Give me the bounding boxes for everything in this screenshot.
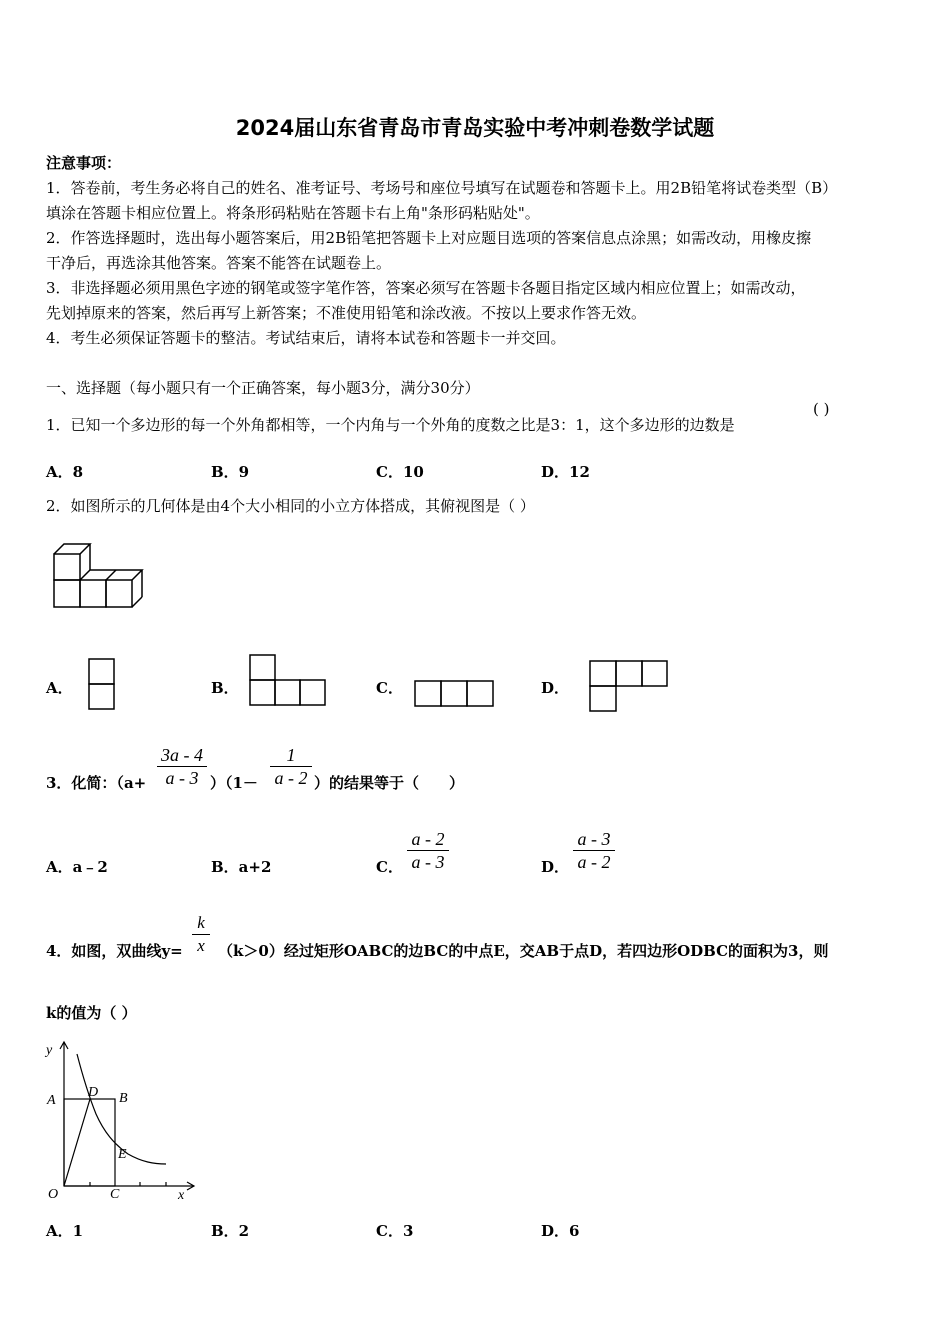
option-a-figure xyxy=(88,658,116,712)
option-b: B．a+2 xyxy=(211,858,272,876)
option-a-label: A． xyxy=(46,679,73,697)
option-d: D． xyxy=(541,858,570,876)
question-1-text: 1．已知一个多边形的每一个外角都相等，一个内角与一个外角的度数之比是3：1，这个多边形的边数是 xyxy=(46,416,735,434)
point-label-d: D xyxy=(88,1085,99,1100)
point-label-o: O xyxy=(48,1187,59,1202)
notice-line: 干净后，再选涂其他答案。答案不能答在试题卷上。 xyxy=(46,254,392,272)
option-d: D．6 xyxy=(541,1222,580,1240)
option-c: C．3 xyxy=(376,1222,414,1240)
option-b-label: B． xyxy=(211,679,239,697)
question-4-prefix: 4．如图，双曲线y= xyxy=(46,942,183,960)
option-d-label: D． xyxy=(541,679,570,697)
option-c-figure xyxy=(414,680,494,708)
point-label-c: C xyxy=(110,1187,120,1202)
option-a: A．8 xyxy=(46,463,84,481)
notice-line: 填涂在答题卡相应位置上。将条形码粘贴在答题卡右上角"条形码粘贴处"。 xyxy=(46,204,540,222)
notice-line: 先划掉原来的答案，然后再写上新答案；不准使用铅笔和涂改液。不按以上要求作答无效。 xyxy=(46,304,647,322)
option-c-fraction xyxy=(407,828,449,873)
question-4-line2: k的值为（ ） xyxy=(46,1004,137,1022)
option-d-figure xyxy=(589,660,669,714)
section-heading: 一、选择题（每小题只有一个正确答案，每小题3分，满分30分） xyxy=(46,379,480,397)
axis-label-y: y xyxy=(46,1043,53,1058)
option-c: C．10 xyxy=(376,463,424,481)
page-title: 2024届山东省青岛市青岛实验中考冲刺卷数学试题 xyxy=(235,116,715,140)
numerator: 3a - 4 xyxy=(161,745,203,765)
numerator: a - 2 xyxy=(411,829,445,849)
option-b-figure xyxy=(249,654,329,708)
notice-line: 1．答卷前，考生务必将自己的姓名、准考证号、考场号和座位号填写在试题卷和答题卡上。用2B铅笔将试卷类型（B） xyxy=(46,179,838,197)
numerator: a - 3 xyxy=(577,829,611,849)
denominator: a - 2 xyxy=(577,852,611,872)
notice-line: 4．考生必须保证答题卡的整洁。考试结束后，请将本试卷和答题卡一并交回。 xyxy=(46,329,566,347)
denominator: a - 3 xyxy=(411,852,445,872)
denominator: a - 3 xyxy=(165,768,199,788)
numerator: k xyxy=(197,913,205,932)
point-label-a: A xyxy=(47,1093,56,1108)
option-c-label: C． xyxy=(376,679,403,697)
option-a: A．1 xyxy=(46,1222,84,1240)
option-d: D．12 xyxy=(541,463,590,481)
notice-line: 2．作答选择题时，选出每小题答案后，用2B铅笔把答题卡上对应题目选项的答案信息点涂黑；如需改动，用橡皮擦 xyxy=(46,229,812,247)
axis-label-x: x xyxy=(178,1188,185,1203)
point-label-b: B xyxy=(119,1091,128,1106)
fraction-3a-4-over-a-3 xyxy=(157,744,207,789)
option-b: B．2 xyxy=(211,1222,250,1240)
answer-paren: ( ) xyxy=(813,400,830,418)
question-3-suffix: ）的结果等于（ ） xyxy=(314,774,465,792)
option-b: B．9 xyxy=(211,463,250,481)
notice-heading: 注意事项： xyxy=(46,154,122,172)
cube-solid-figure xyxy=(50,542,150,612)
option-d-fraction xyxy=(573,828,615,873)
fraction-1-over-a-2 xyxy=(270,744,312,789)
option-c: C． xyxy=(376,858,403,876)
point-label-e: E xyxy=(118,1147,127,1162)
question-2-text: 2．如图所示的几何体是由4个大小相同的小立方体搭成，其俯视图是（ ） xyxy=(46,497,535,515)
hyperbola-figure xyxy=(44,1036,204,1206)
question-4-suffix: （k＞0）经过矩形OABC的边BC的中点E，交AB于点D，若四边形ODBC的面积为3，则 xyxy=(218,942,829,960)
option-a: A．a﹣2 xyxy=(46,858,108,876)
denominator: x xyxy=(197,936,205,955)
denominator: a - 2 xyxy=(274,768,308,788)
numerator: 1 xyxy=(286,745,296,765)
notice-line: 3．非选择题必须用黑色字迹的钢笔或签字笔作答，答案必须写在答题卡各题目指定区域内相应位置上；如需改动， xyxy=(46,279,806,297)
question-3-mid: ）（1－ xyxy=(210,774,258,792)
fraction-k-over-x xyxy=(192,912,210,957)
question-3-prefix: 3．化简：（a+ xyxy=(46,774,147,792)
